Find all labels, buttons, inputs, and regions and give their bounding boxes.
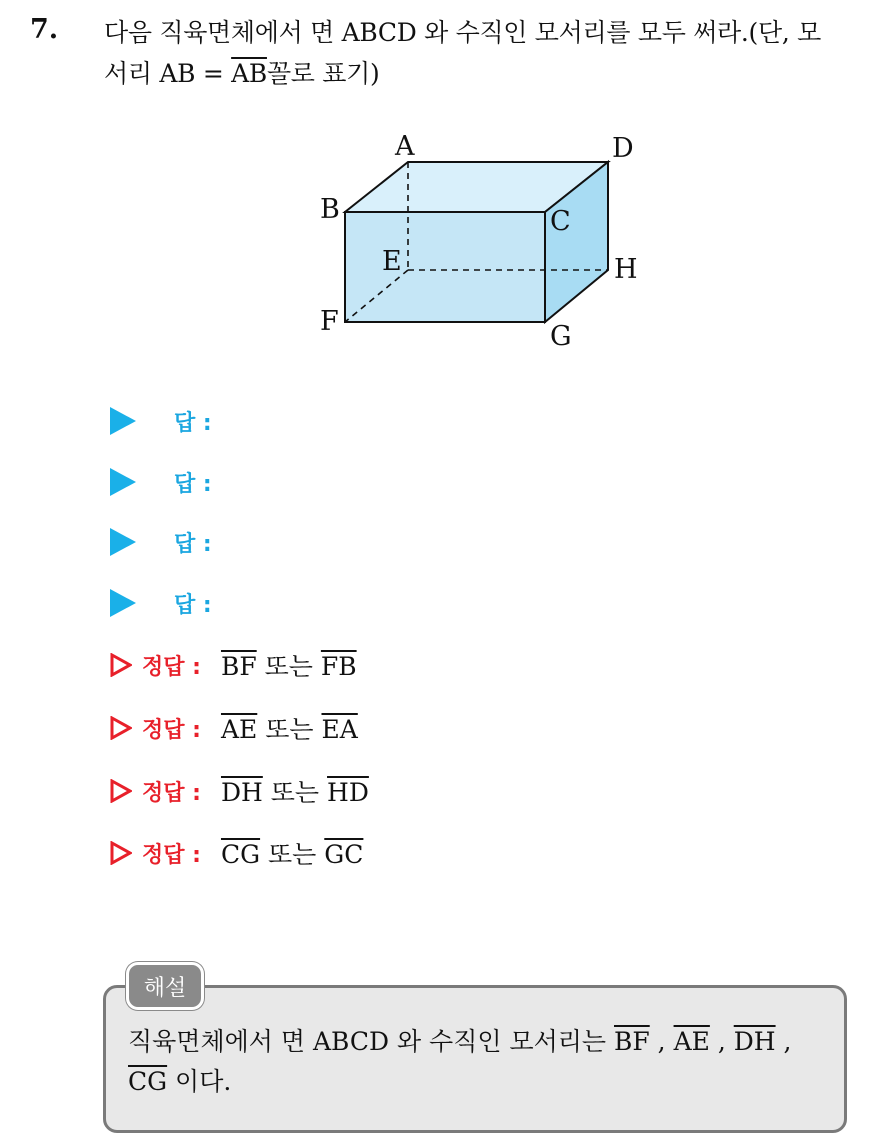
vertex-label-d: D <box>612 133 634 164</box>
question-number: 7. <box>30 14 59 45</box>
question-text <box>104 12 864 94</box>
question-line1: 다음 직육면체에서 면 ABCD 와 수직인 모서리를 모두 써라.(단, 모 <box>104 18 821 47</box>
separator: , <box>775 1027 792 1056</box>
or-word: 또는 <box>262 778 328 807</box>
correct-answer-label: 정답 : <box>142 842 201 868</box>
edge-name: $\overline{CG}$ <box>220 840 261 869</box>
correct-answer-value <box>221 647 357 683</box>
vertex-label-g: G <box>550 321 572 352</box>
vertex-label-h: H <box>614 254 638 285</box>
outline-arrow-icon <box>110 779 132 803</box>
or-word: 또는 <box>260 840 325 869</box>
answer-row[interactable] <box>110 403 212 439</box>
vertex-label-f: F <box>320 306 339 337</box>
explanation-ending: 이다. <box>167 1067 232 1096</box>
question-line2-post: 꼴로 표기) <box>266 59 380 88</box>
or-word: 또는 <box>256 652 321 681</box>
edge-name: $\overline{FB}$ <box>320 652 357 681</box>
vertex-label-b: B <box>320 194 340 225</box>
play-arrow-icon <box>110 528 136 556</box>
outline-arrow-icon <box>110 716 132 740</box>
edge-name: $\overline{DH}$ <box>220 778 263 807</box>
cuboid-front-face <box>345 212 545 322</box>
correct-answer-value <box>221 773 369 809</box>
question-overline-ab: $\overline{AB}$ <box>231 59 267 88</box>
answer-row[interactable] <box>110 464 212 500</box>
explanation-tag: 해설 <box>126 962 204 1010</box>
answer-label: 답 : <box>174 531 212 557</box>
edge-name: $\overline{AE}$ <box>673 1027 710 1056</box>
vertex-label-c: C <box>550 206 571 237</box>
question-line2-pre: 서리 AB = <box>104 59 232 88</box>
vertex-label-e: E <box>382 246 402 277</box>
edge-name: $\overline{CG}$ <box>128 1067 168 1096</box>
play-arrow-icon <box>110 407 136 435</box>
explanation-sentence: 직육면체에서 면 ABCD 와 수직인 모서리는 <box>128 1027 614 1056</box>
edge-name: $\overline{BF}$ <box>614 1027 650 1056</box>
separator: , <box>709 1027 734 1056</box>
correct-answer-row <box>110 773 369 809</box>
outline-arrow-icon <box>110 841 132 865</box>
correct-answer-row <box>110 835 363 871</box>
correct-answer-row <box>110 710 358 746</box>
answer-row[interactable] <box>110 524 212 560</box>
edge-name: $\overline{HD}$ <box>327 778 369 807</box>
correct-answer-row <box>110 647 357 683</box>
answer-label: 답 : <box>174 471 212 497</box>
cuboid-figure <box>300 120 660 360</box>
outline-arrow-icon <box>110 653 132 677</box>
separator: , <box>649 1027 674 1056</box>
explanation-text <box>128 1022 828 1102</box>
edge-name: $\overline{BF}$ <box>220 652 257 681</box>
vertex-label-a: A <box>395 131 415 162</box>
or-word: 또는 <box>257 715 322 744</box>
correct-answer-value <box>221 835 363 871</box>
edge-name: $\overline{AE}$ <box>220 715 258 744</box>
correct-answer-label: 정답 : <box>142 780 201 806</box>
edge-name: $\overline{DH}$ <box>733 1027 776 1056</box>
correct-answer-label: 정답 : <box>142 717 201 743</box>
play-arrow-icon <box>110 468 136 496</box>
correct-answer-label: 정답 : <box>142 654 201 680</box>
edge-name: $\overline{EA}$ <box>321 715 358 744</box>
play-arrow-icon <box>110 589 136 617</box>
answer-row[interactable] <box>110 585 212 621</box>
answer-label: 답 : <box>174 592 212 618</box>
answer-label: 답 : <box>174 410 212 436</box>
correct-answer-value <box>221 710 358 746</box>
edge-name: $\overline{GC}$ <box>324 840 364 869</box>
